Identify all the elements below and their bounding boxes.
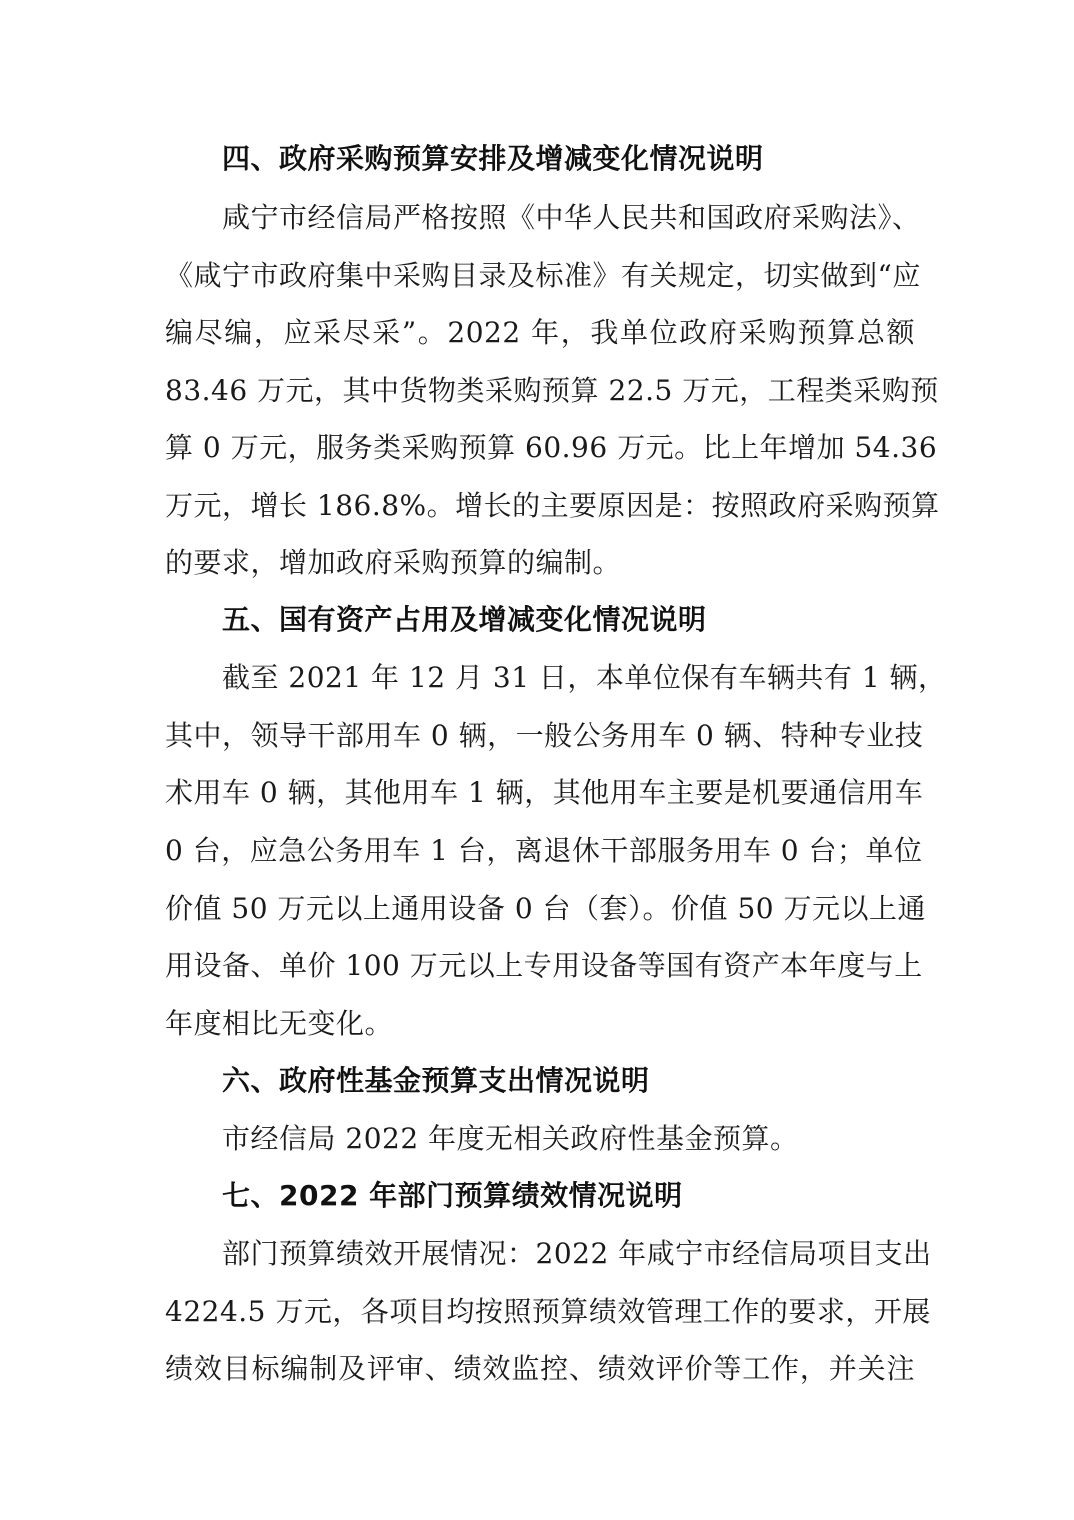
section-heading-6: 六、政府性基金预算支出情况说明 bbox=[222, 1064, 650, 1097]
paragraph-line: 年度相比无变化。 bbox=[165, 1007, 394, 1040]
section-heading-7: 七、2022 年部门预算绩效情况说明 bbox=[222, 1179, 683, 1212]
paragraph-line: 市经信局 2022 年度无相关政府性基金预算。 bbox=[222, 1122, 799, 1155]
paragraph-line: 截至 2021 年 12 月 31 日，本单位保有车辆共有 1 辆， bbox=[222, 661, 947, 694]
paragraph-line: 价值 50 万元以上通用设备 0 台（套）。价值 50 万元以上通 bbox=[165, 892, 926, 925]
paragraph-line: 其中，领导干部用车 0 辆，一般公务用车 0 辆、特种专业技 bbox=[165, 719, 924, 752]
section-heading-4: 四、政府采购预算安排及增减变化情况说明 bbox=[222, 142, 764, 175]
paragraph-line: 算 0 万元，服务类采购预算 60.96 万元。比上年增加 54.36 bbox=[165, 431, 938, 464]
paragraph-line: 0 台，应急公务用车 1 台，离退休干部服务用车 0 台；单位 bbox=[165, 834, 923, 867]
paragraph-line: 万元，增长 186.8%。增长的主要原因是：按照政府采购预算 bbox=[165, 489, 940, 522]
paragraph-line: 部门预算绩效开展情况：2022 年咸宁市经信局项目支出 bbox=[222, 1237, 932, 1270]
paragraph-line: 《咸宁市政府集中采购目录及标准》有关规定，切实做到“应 bbox=[165, 259, 921, 292]
paragraph-line: 绩效目标编制及评审、绩效监控、绩效评价等工作，并关注 bbox=[165, 1352, 915, 1385]
paragraph-line: 83.46 万元，其中货物类采购预算 22.5 万元，工程类采购预 bbox=[165, 374, 939, 407]
paragraph-line: 的要求，增加政府采购预算的编制。 bbox=[165, 546, 622, 579]
paragraph-line: 术用车 0 辆，其他用车 1 辆，其他用车主要是机要通信用车 bbox=[165, 776, 924, 809]
section-heading-5: 五、国有资产占用及增减变化情况说明 bbox=[222, 603, 707, 636]
paragraph-line: 4224.5 万元，各项目均按照预算绩效管理工作的要求，开展 bbox=[165, 1295, 931, 1328]
paragraph-line: 咸宁市经信局严格按照《中华人民共和国政府采购法》、 bbox=[222, 201, 921, 234]
paragraph-line: 编尽编，应采尽采”。2022 年，我单位政府采购预算总额 bbox=[165, 316, 915, 349]
paragraph-line: 用设备、单价 100 万元以上专用设备等国有资产本年度与上 bbox=[165, 949, 923, 982]
